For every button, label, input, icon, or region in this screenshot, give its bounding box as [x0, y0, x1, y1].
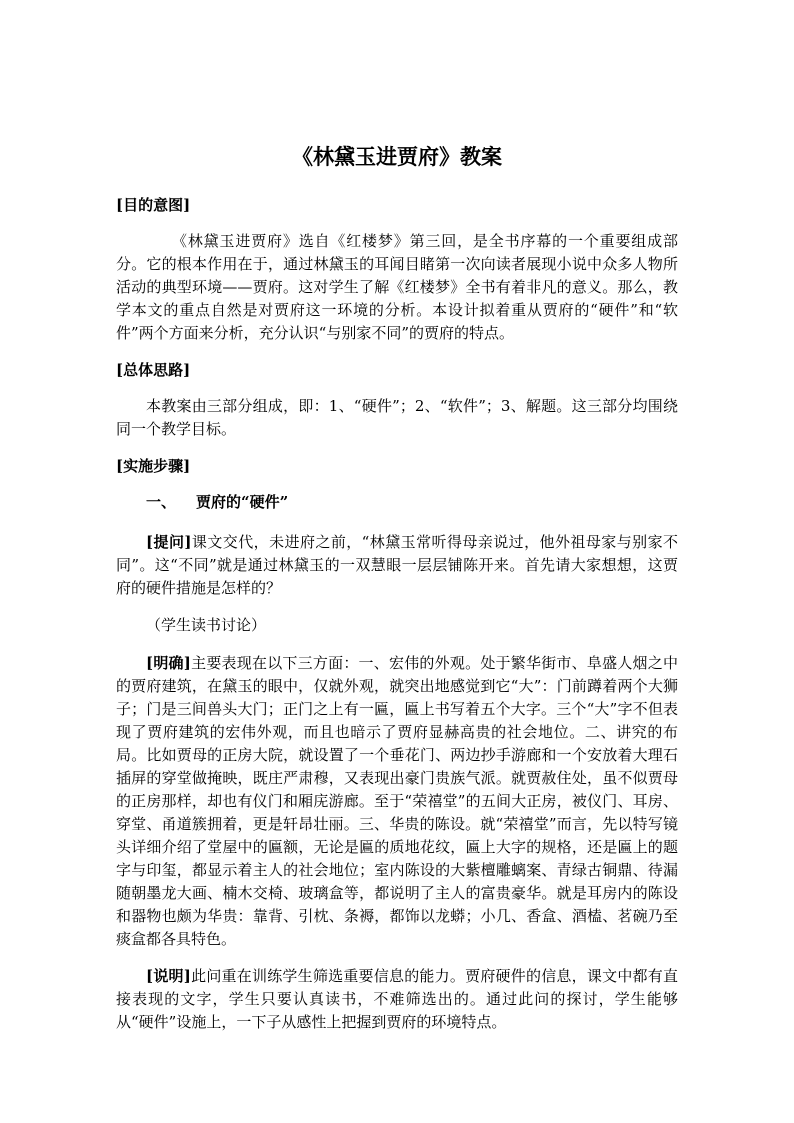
step-one-title: 贾府的“硬件” — [196, 493, 289, 511]
question-lead: [提问] — [146, 533, 192, 551]
section-heading-purpose: [目的意图] — [116, 196, 191, 214]
activity-note: （学生读书讨论） — [146, 616, 267, 634]
step-one-heading — [116, 491, 678, 513]
answer-lead: [明确] — [146, 654, 191, 672]
document-body — [116, 142, 678, 1048]
answer-paragraph — [116, 652, 678, 951]
answer-text: 主要表现在以下三方面：一、宏伟的外观。处于繁华街市、阜盛人烟之中的贾府建筑，在黛玉的眼中，仅就外观，就突出地感觉到它“大”：门前蹲着两个大狮子；门是三间兽头大门；正门之上有一匾，匾上书写着五个大字。三个“大”字不但表现了贾府建筑的宏伟外观，而且也暗示了贾府显赫高贵的社会地位。二、讲究的布局。比如贾母的正房大院，就设置了一个垂花门、两边抄手游廊和一个安放着大理石插屏的穿堂做掩映，既庄严肃穆，又表现出豪门贵族气派。就贾赦住处，虽不似贾母的正房那样，却也有仪门和厢庑游廊。至于“荣禧堂”的五间大正房，被仪门、耳房、穿堂、甬道簇拥着，更是轩昂壮丽。三、华贵的陈设。就“荣禧堂”而言，先以特写镜头详细介绍了堂屋中的匾额，无论是匾的质地花纹，匾上大字的规格，还是匾上的题字与印玺，都显示着主人的社会地位；室内陈设的大紫檀雕螭案、青绿古铜鼎、待漏随朝墨龙大画、楠木交椅、玻璃盒等，都说明了主人的富贵豪华。就是耳房内的陈设和器物也颇为华贵：靠背、引枕、条褥，都饰以龙蟒；小几、香盒、酒榼、茗碗乃至痰盒都各具特色。 — [116, 654, 678, 948]
section-heading-approach: [总体思路] — [116, 361, 191, 379]
document-title: 《林黛玉进贾府》教案 — [292, 144, 502, 169]
approach-paragraph: 本教案由三部分组成，即：1、“硬件”；2、“软件”；3、解题。这三部分均围绕同一个教学目标。 — [116, 397, 678, 438]
explain-paragraph — [116, 965, 678, 1034]
purpose-paragraph: 《林黛玉进贾府》选自《红楼梦》第三回，是全书序幕的一个重要组成部分。它的根本作用在于，通过林黛玉的耳闻目睹第一次向读者展现小说中众多人物所活动的典型环境——贾府。这对学生了解《红楼梦》全书有着非凡的意义。那么，教学本文的重点自然是对贾府这一环境的分析。本设计拟着重从贾府的“硬件”和“软件”两个方面来分析，充分认识“与别家不同”的贾府的特点。 — [116, 232, 678, 342]
explain-lead: [说明] — [146, 967, 191, 985]
section-heading-steps: [实施步骤] — [116, 457, 191, 475]
step-one-number: 一、 — [146, 493, 177, 511]
question-paragraph — [116, 531, 678, 600]
question-text: 课文交代，未进府之前，“林黛玉常听得母亲说过，他外祖母家与别家不同”。这“不同”就是通过林黛玉的一双慧眼一层层铺陈开来。首先请大家想想，这贾府的硬件措施是怎样的？ — [116, 533, 679, 597]
explain-text: 此问重在训练学生筛选重要信息的能力。贾府硬件的信息，课文中都有直接表现的文字，学生只要认真读书，不难筛选出的。通过此问的探讨，学生能够从“硬件”设施上，一下子从感性上把握到贾府的环境特点。 — [116, 967, 678, 1031]
